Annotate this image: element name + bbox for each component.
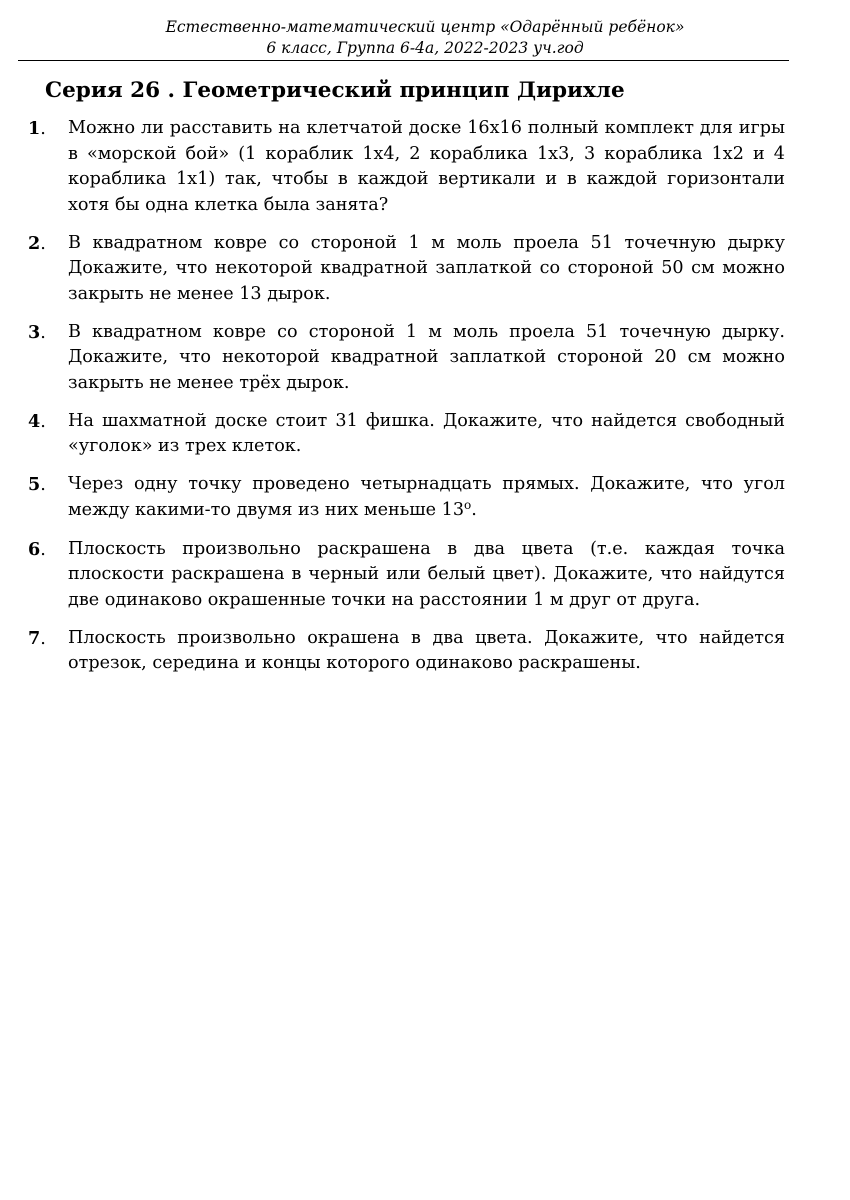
problem-text: В квадратном ковре со стороной 1 м моль проела 51 точечную дырку Докажите, что некоторой квадратной заплаткой со стороной 50 см можно закрыть не менее 13 дырок. [68, 232, 785, 304]
header-divider [18, 60, 789, 61]
problem-list [28, 116, 785, 689]
problem-3 [28, 320, 785, 397]
problem-7 [28, 626, 785, 677]
degree-sign: o [464, 497, 472, 512]
problem-text: На шахматной доске стоит 31 фишка. Докажите, что найдется свободный «уголок» из трех клеток. [68, 410, 785, 456]
problem-text: Плоскость произвольно окрашена в два цвета. Докажите, что найдется отрезок, середина и концы которого одинаково раскрашены. [68, 627, 785, 673]
page-header [0, 17, 850, 59]
problem-text: Через одну точку проведено четырнадцать прямых. Докажите, что угол между какими-то двумя из них меньше 13 [68, 474, 785, 520]
problem-text-end: . [471, 499, 477, 520]
problem-1 [28, 116, 785, 218]
problem-text: В квадратном ковре со стороной 1 м моль проела 51 точечную дырку. Докажите, что некоторой квадратной заплаткой стороной 20 см можно закрыть не менее трёх дырок. [68, 321, 785, 393]
problem-number: 4. [28, 410, 46, 432]
page-title: Серия 26 . Геометрический принцип Дирихле [45, 78, 625, 103]
problem-5 [28, 472, 785, 524]
problem-text: Можно ли расставить на клетчатой доске 16x16 полный комплект для игры в «морской бой» (1 кораблик 1x4, 2 кораблика 1x3, 3 кораблика 1x2 и 4 кораблика 1x1) так, чтобы в каждой вертикали и в каждой горизонтали хотя бы одна клетка была занята? [68, 118, 785, 215]
problem-number: 7. [28, 627, 46, 649]
problem-4 [28, 409, 785, 460]
problem-text: Плоскость произвольно раскрашена в два цвета (т.е. каждая точка плоскости раскрашена в черный или белый цвет). Докажите, что найдутся две одинаково окрашенные точки на расстоянии 1 м друг от друга. [68, 538, 785, 610]
problem-number: 3. [28, 321, 46, 343]
problem-number: 6. [28, 538, 46, 560]
problem-number: 1. [28, 118, 46, 139]
problem-6 [28, 537, 785, 614]
problem-number: 2. [28, 232, 46, 254]
problem-2 [28, 231, 785, 308]
problem-number: 5. [28, 474, 46, 495]
header-class-info: 6 класс, Группа 6-4а, 2022-2023 уч.год [266, 39, 584, 57]
header-organization: Естественно-математический центр «Одарённый ребёнок» [165, 18, 685, 36]
